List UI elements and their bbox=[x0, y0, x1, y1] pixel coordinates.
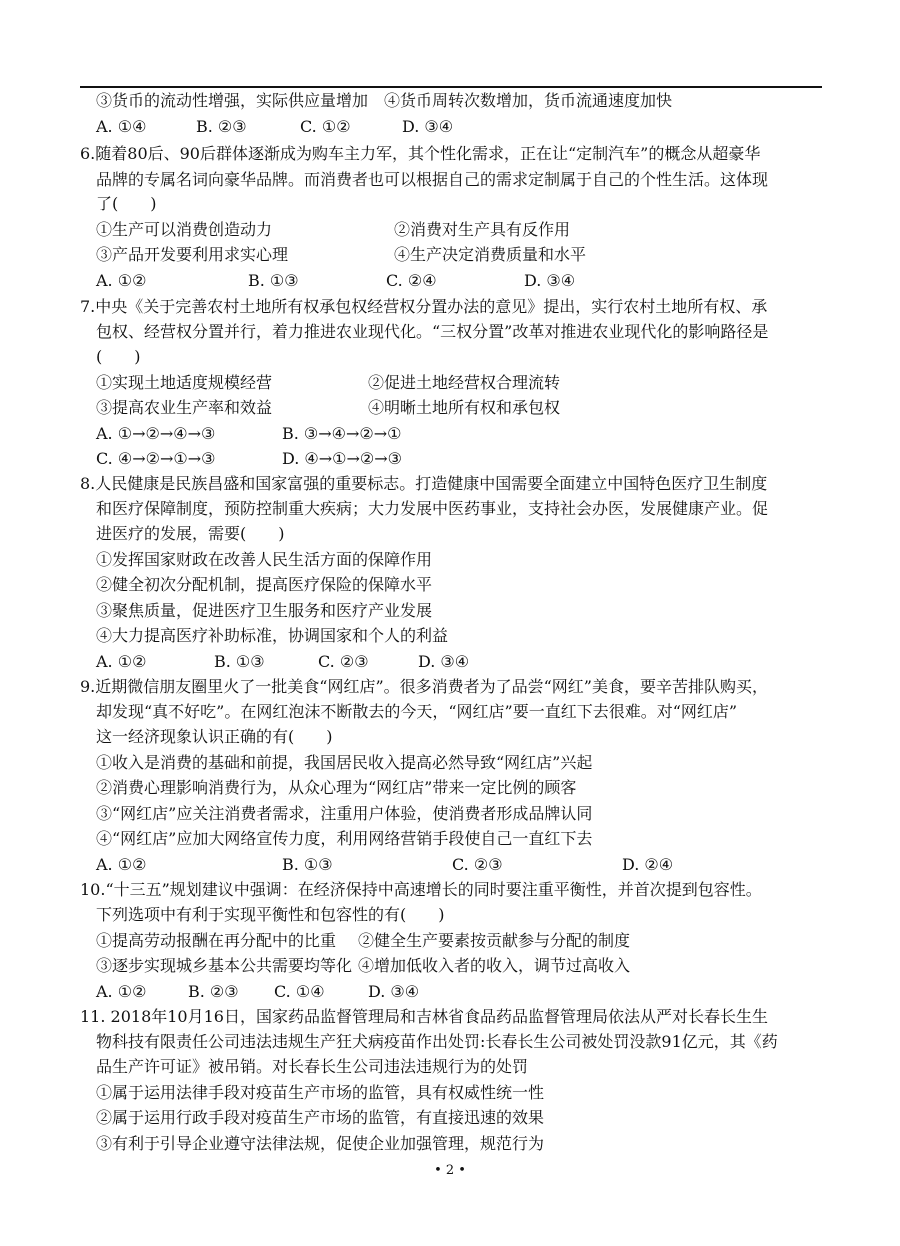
q11-stem-line: 品生产许可证》被吊销。对长春长生公司违法违规行为的处罚 bbox=[96, 1057, 529, 1076]
option-c: C. ②④ bbox=[386, 271, 437, 290]
option-d: D. ④→①→②→③ bbox=[282, 449, 403, 468]
q7-stem-line: 7.中央《关于完善农村土地所有权承包权经营权分置办法的意见》提出，实行农村土地所有权、承 bbox=[80, 297, 768, 316]
q7-items-row bbox=[96, 372, 796, 394]
pre-options bbox=[96, 116, 796, 138]
option-b: B. ①③ bbox=[214, 652, 265, 671]
q7-item: ④明晰土地所有权和承包权 bbox=[368, 398, 561, 417]
q9-item: ②消费心理影响消费行为，从众心理为“网红店”带来一定比例的顾客 bbox=[96, 778, 577, 797]
option-d: D. ③④ bbox=[402, 117, 454, 136]
q9-item: ④“网红店”应加大网络宣传力度，利用网络营销手段使自己一直红下去 bbox=[96, 829, 593, 848]
option-d: D. ③④ bbox=[524, 271, 576, 290]
q10-options bbox=[96, 981, 796, 1003]
q6-item: ④生产决定消费质量和水平 bbox=[394, 245, 587, 264]
q8-item: ④大力提高医疗补助标准，协调国家和个人的利益 bbox=[96, 626, 449, 645]
q6-item: ③产品开发要利用求实心理 bbox=[96, 245, 289, 264]
q8-stem-line: 和医疗保障制度，预防控制重大疾病；大力发展中医药事业，支持社会办医，发展健康产业。促 bbox=[96, 499, 769, 518]
q8-stem-line: 8.人民健康是民族昌盛和国家富强的重要标志。打造健康中国需要全面建立中国特色医疗卫生制度 bbox=[80, 474, 768, 493]
q8-item: ③聚焦质量，促进医疗卫生服务和医疗产业发展 bbox=[96, 601, 433, 620]
page-number: • 2 • bbox=[434, 1163, 466, 1178]
option-b: B. ③→④→②→① bbox=[282, 424, 402, 443]
q7-options bbox=[96, 448, 796, 470]
option-c: C. ④→②→①→③ bbox=[96, 449, 216, 468]
q6-items-row bbox=[96, 244, 796, 266]
q10-item: ②健全生产要素按贡献参与分配的制度 bbox=[358, 931, 631, 950]
q11-item: ③有利于引导企业遵守法律法规，促使企业加强管理，规范行为 bbox=[96, 1134, 545, 1153]
pre-item-line: ③货币的流动性增强，实际供应量增加 ④货币周转次数增加，货币流通速度加快 bbox=[96, 91, 673, 110]
option-a: A. ①② bbox=[96, 982, 147, 1001]
option-a: A. ①④ bbox=[96, 117, 147, 136]
option-c: C. ②③ bbox=[318, 652, 369, 671]
option-a: A. ①② bbox=[96, 652, 147, 671]
q9-options bbox=[96, 854, 796, 876]
option-c: C. ②③ bbox=[452, 855, 503, 874]
q7-items-row bbox=[96, 397, 796, 419]
option-c: C. ①② bbox=[300, 117, 351, 136]
option-b: B. ①③ bbox=[282, 855, 333, 874]
q6-item: ②消费对生产具有反作用 bbox=[394, 220, 571, 239]
option-d: D. ③④ bbox=[418, 652, 470, 671]
q9-stem-line: 这一经济现象认识正确的有( ) bbox=[96, 727, 333, 746]
q7-item: ②促进土地经营权合理流转 bbox=[368, 373, 561, 392]
header-rule bbox=[80, 86, 822, 88]
q7-stem-line: ( ) bbox=[96, 347, 141, 366]
q11-item: ①属于运用法律手段对疫苗生产市场的监管，具有权威性统一性 bbox=[96, 1083, 545, 1102]
option-a: A. ①→②→④→③ bbox=[96, 424, 216, 443]
option-a: A. ①② bbox=[96, 271, 147, 290]
q9-item: ①收入是消费的基础和前提，我国居民收入提高必然导致“网红店”兴起 bbox=[96, 753, 593, 772]
q6-item: ①生产可以消费创造动力 bbox=[96, 220, 273, 239]
option-b: B. ②③ bbox=[196, 117, 247, 136]
q10-item: ④增加低收入者的收入，调节过高收入 bbox=[358, 956, 631, 975]
q7-item: ①实现土地适度规模经营 bbox=[96, 373, 273, 392]
q10-items-row bbox=[96, 930, 796, 952]
q8-options bbox=[96, 651, 796, 673]
q6-options bbox=[96, 270, 796, 292]
q10-item: ①提高劳动报酬在再分配中的比重 bbox=[96, 931, 337, 950]
q7-item: ③提高农业生产率和效益 bbox=[96, 398, 273, 417]
q6-stem-line: 了( ) bbox=[96, 194, 157, 213]
q8-stem-line: 进医疗的发展，需要( ) bbox=[96, 524, 285, 543]
q8-item: ②健全初次分配机制，提高医疗保险的保障水平 bbox=[96, 575, 433, 594]
option-d: D. ③④ bbox=[368, 982, 420, 1001]
q6-items-row bbox=[96, 219, 796, 241]
q9-stem-line: 9.近期微信朋友圈里火了一批美食“网红店”。很多消费者为了品尝“网红”美食，要辛苦排队购买， bbox=[80, 677, 768, 696]
q10-items-row bbox=[96, 955, 796, 977]
q9-stem-line: 却发现“真不好吃”。在网红泡沫不断散去的今天，“网红店”要一直红下去很难。对“网红店” bbox=[96, 702, 738, 721]
q6-stem-line: 6.随着80后、90后群体逐渐成为购车主力军，其个性化需求，正在让“定制汽车”的概念从超豪华 bbox=[80, 144, 761, 163]
q11-stem-line: 物科技有限责任公司违法违规生产狂犬病疫苗作出处罚:长春长生公司被处罚没款91亿元，其《药 bbox=[96, 1032, 778, 1051]
q6-stem-line: 品牌的专属名词向豪华品牌。而消费者也可以根据自己的需求定制属于自己的个性生活。这体现 bbox=[96, 170, 769, 189]
q8-item: ①发挥国家财政在改善人民生活方面的保障作用 bbox=[96, 550, 433, 569]
q7-stem-line: 包权、经营权分置并行，着力推进农业现代化。“三权分置”改革对推进农业现代化的影响路径是 bbox=[96, 322, 769, 341]
q7-options bbox=[96, 423, 796, 445]
option-b: B. ②③ bbox=[188, 982, 239, 1001]
q11-item: ②属于运用行政手段对疫苗生产市场的监管，有直接迅速的效果 bbox=[96, 1108, 545, 1127]
q10-stem-line: 下列选项中有利于实现平衡性和包容性的有( ) bbox=[96, 905, 445, 924]
option-c: C. ①④ bbox=[274, 982, 325, 1001]
option-a: A. ①② bbox=[96, 855, 147, 874]
q10-stem-line: 10.“十三五”规划建议中强调：在经济保持中高速增长的同时要注重平衡性，并首次提到包容性。 bbox=[80, 880, 762, 899]
option-d: D. ②④ bbox=[622, 855, 674, 874]
option-b: B. ①③ bbox=[248, 271, 299, 290]
q9-item: ③“网红店”应关注消费者需求，注重用户体验，使消费者形成品牌认同 bbox=[96, 804, 593, 823]
q10-item: ③逐步实现城乡基本公共需要均等化 bbox=[96, 956, 353, 975]
q11-stem-line: 11. 2018年10月16日，国家药品监督管理局和吉林省食品药品监督管理局依法从严对长春长生生 bbox=[80, 1007, 768, 1026]
